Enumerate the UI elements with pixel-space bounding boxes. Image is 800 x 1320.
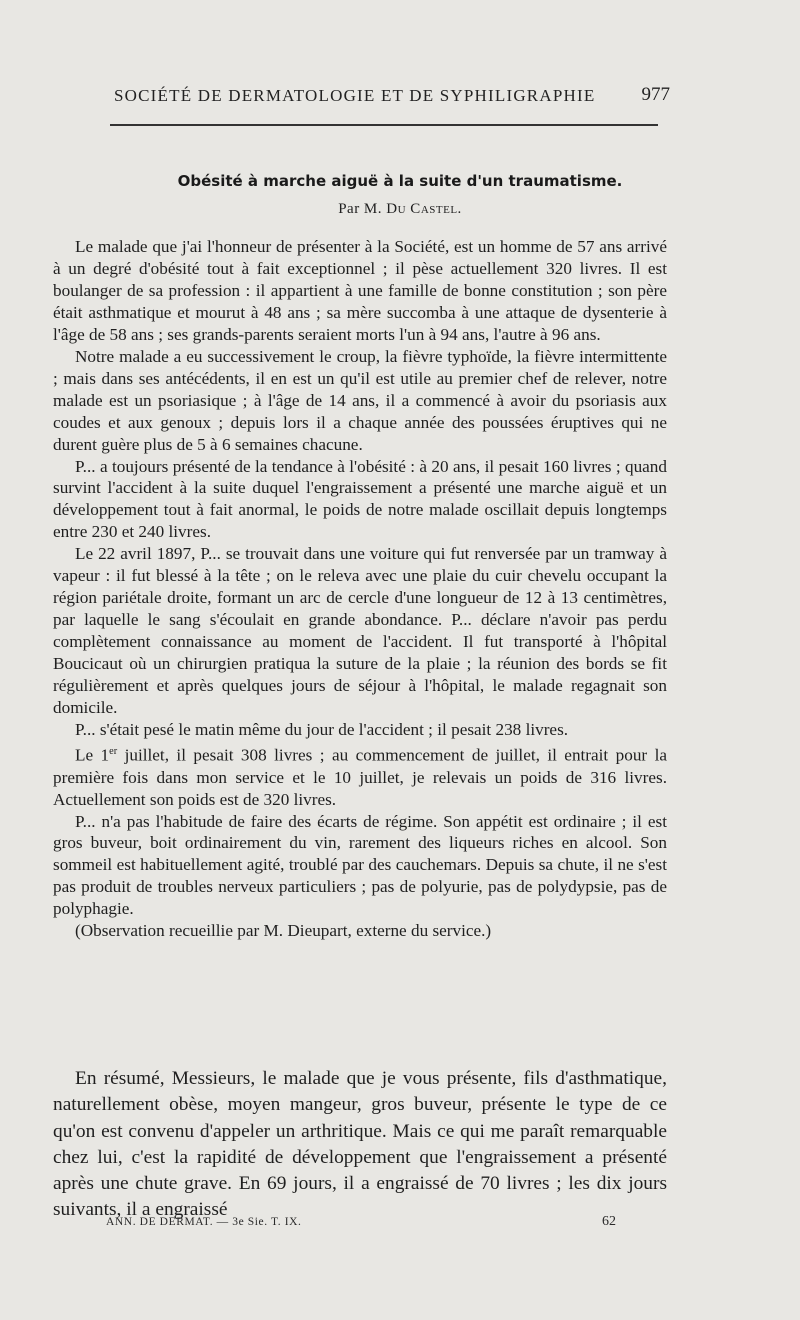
running-title: SOCIÉTÉ DE DERMATOLOGIE ET DE SYPHILIGRAPHIE [114,86,596,105]
paragraph: P... a toujours présenté de la tendance à l'obésité : à 20 ans, il pesait 160 livres ; quand survint l'accident à la suite duquel l'engraissement a présenté une marche aiguë et un développement tout à fait anormal, le poids de notre malade oscillait depuis longtemps entre 230 et 240 livres. [53,456,667,542]
byline-prefix: Par M. [338,201,383,217]
footer-citation: ANN. DE DERMAT. — 3e Sie. T. IX. [106,1216,302,1228]
observation-note: (Observation recueillie par M. Dieupart, externe du service.) [75,921,492,941]
paragraph: Le malade que j'ai l'honneur de présenter à la Société, est un homme de 57 ans arrivé à un degré d'obésité tout à fait exceptionnel ; il pèse actuellement 320 livres. Il est boulanger de sa profession : il appartient à une famille de bonne constitution ; son père était asthmatique et mourut à 48 ans ; sa mère succomba à une attaque de dysenterie à l'âge de 58 ans ; ses grands-parents seraient morts l'un à 94 ans, l'autre à 96 ans. [53,237,667,344]
paragraph: Le 22 avril 1897, P... se trouvait dans une voiture qui fut renversée par un tramway à vapeur : il fut blessé à la tête ; on le releva avec une plaie du cuir chevelu occupant la région pariétale droite, formant un arc de cercle d'une longueur de 12 à 13 centimètres, par laquelle le sang s'écoulait en grande abondance. P... déclare n'avoir pas perdu complètement connaissance au moment de l'accident. Il fut transporté à l'hôpital Boucicaut où un chirurgien pratiqua la suture de la plaie ; la réunion des bords se fit régulièrement et après quelques jours de séjour à l'hôpital, le malade regagnait son domicile. [53,544,667,718]
paragraph: Notre malade a eu successivement le croup, la fièvre typhoïde, la fièvre intermittente ; mais dans ses antécédents, il en est un qu'il est utile au premier chef de relever, notre malade est un psoriasique ; à l'âge de 14 ans, il a commencé à avoir du psoriasis aux coudes et aux genoux ; depuis lors il a chaque année des poussées éruptives qui ne durent guère plus de 5 à 6 semaines chacune. [53,346,667,454]
byline [60,201,740,218]
summary-paragraph: En résumé, Messieurs, le malade que je vous présente, fils d'asthmatique, naturellement obèse, moyen mangeur, gros buveur, présente le type de ce qu'on est convenu d'appeler un arthritique. Mais ce qui me paraît remarquable chez lui, c'est la rapidité de développement que l'engraissement a présenté après une chute grave. En 69 jours, il a engraissé de 70 livres ; les dix jours suivants, il a engraissé [53,1068,667,1221]
paragraph-july [53,741,667,811]
signature-mark: 62 [602,1214,616,1229]
header-rule [110,124,658,126]
article-title: Obésité à marche aiguë à la suite d'un traumatisme. [177,172,623,190]
july-sup: er [109,745,118,757]
paragraph: P... s'était pesé le matin même du jour de l'accident ; il pesait 238 livres. [75,719,569,739]
paragraph: P... n'a pas l'habitude de faire des écarts de régime. Son appétit est ordinaire ; il est gros buveur, boit ordinairement du vin, rarement des liqueurs riches en alcool. Son sommeil est habituellement agité, troublé par des cauchemars. Depuis sa chute, il ne s'est pas produit de troubles nerveux particuliers ; pas de polyurie, pas de polydypsie, pas de polyphagie. [53,811,667,919]
summary-section [53,1066,667,1224]
byline-author: Du Castel. [386,201,462,217]
article-body [53,236,667,942]
july-post: juillet, il pesait 308 livres ; au commencement de juillet, il entrait pour la première fois dans mon service et le 10 juillet, je relevais un poids de 316 livres. Actuellement son poids est de 320 livres. [53,745,667,809]
july-pre: Le 1 [75,745,110,765]
page-footer [106,1216,616,1228]
page-number: 977 [641,84,670,105]
